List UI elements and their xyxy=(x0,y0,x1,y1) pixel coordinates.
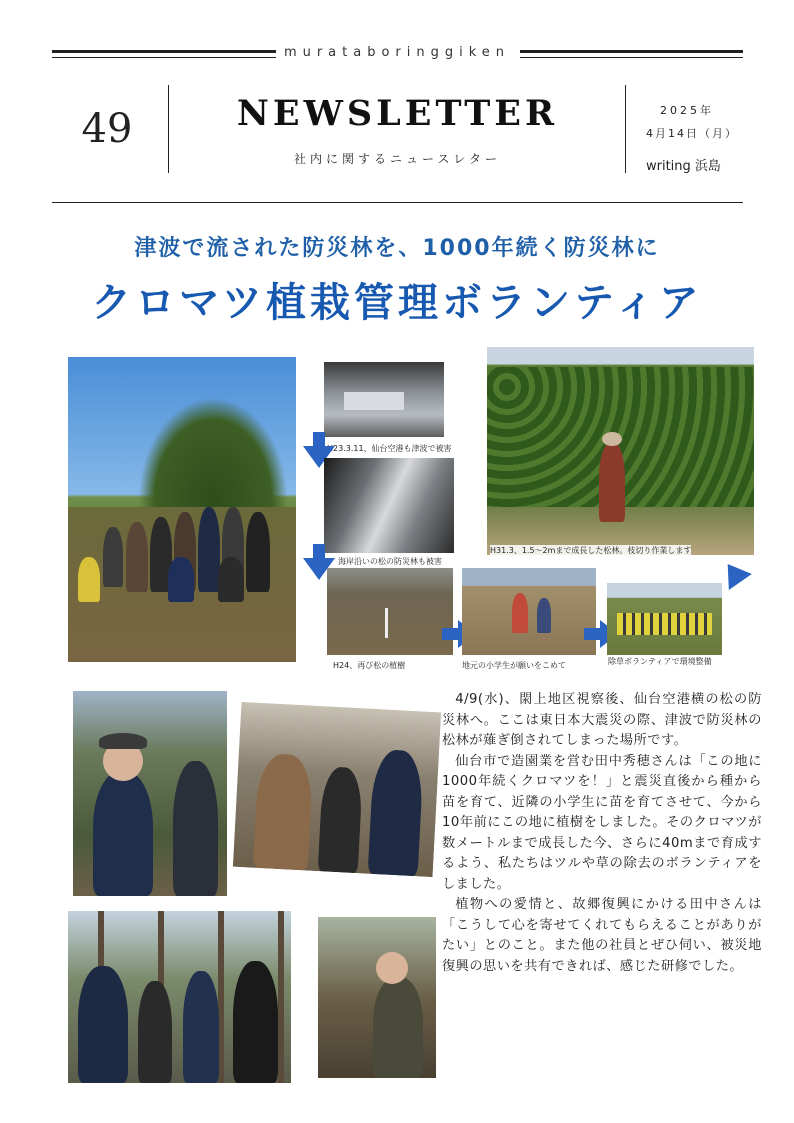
issue-number: 49 xyxy=(81,106,133,152)
date-day: 4月14日（月） xyxy=(646,127,738,140)
replanting-photo xyxy=(327,568,453,655)
writer-credit: writing 浜島 xyxy=(646,159,721,174)
forest-group-photo xyxy=(68,911,291,1083)
grown-pines-photo xyxy=(487,347,754,555)
company-name: murataboringgiken xyxy=(283,45,511,60)
branch-cutting-photo xyxy=(318,917,436,1078)
article-body xyxy=(442,690,762,977)
header-divider-right xyxy=(625,85,626,173)
article-paragraph-2: 仙台市で造園業を営む田中秀穂さんは「この地に1000年続くクロマツを！」と震災直後から種から苗を育て、近隣の小学生に苗を育てさせて、今から10年前にこの地に植樹をしました。そのクロマツが数メートルまで成長した今、さらに40mまで育成するよう、私たちはツルや草の除去のボランティアをしました。 xyxy=(442,753,762,892)
airport-damage-photo xyxy=(324,362,444,437)
date-year: 2025年 xyxy=(660,104,714,117)
newsletter-title: NEWSLETTER xyxy=(236,93,559,134)
header-divider-left xyxy=(168,85,169,173)
header-bottom-rule xyxy=(52,202,743,203)
weeding-volunteers-photo xyxy=(607,583,722,655)
coast-damage-photo xyxy=(324,458,454,553)
caption-replant: H24、再び松の植樹 xyxy=(333,661,406,670)
article-paragraph-3: 植物への愛情と、故郷復興にかける田中さんは「こうして心を寄せてくれてもらえることがありがたい」とのこと。また他の社員とぜひ伺い、被災地復興の思いを共有できれば、感じた研修でした。 xyxy=(442,897,762,974)
group-photo xyxy=(68,357,296,662)
headline-title: クロマツ植栽管理ボランティア xyxy=(91,280,703,326)
students-photo xyxy=(462,568,596,655)
caption-students: 地元の小学生が願いをこめて xyxy=(462,661,566,670)
headline-main: 津波で流された防災林を、1000年続く防災林に xyxy=(134,236,660,261)
newsletter-subtitle: 社内に関するニュースレター xyxy=(294,152,501,166)
caption-airport: H23.3.11、仙台空港も津波で被害 xyxy=(327,444,452,453)
caption-coast: 海岸沿いの松の防災林も被害 xyxy=(338,557,442,566)
caption-grown: H31.3、1.5〜2mまで成長した松林。枝切り作業します xyxy=(490,546,692,555)
caption-weeding: 除草ボランティアで環境整備 xyxy=(608,657,712,666)
tanaka-explaining-photo xyxy=(73,691,227,896)
article-paragraph-1: 4/9(水)、閖上地区視察後、仙台空港横の松の防災林へ。ここは東日本大震災の際、津波で防災林の松林が薙ぎ倒されてしまった場所です。 xyxy=(442,692,762,748)
pruning-discussion-photo xyxy=(231,700,444,879)
